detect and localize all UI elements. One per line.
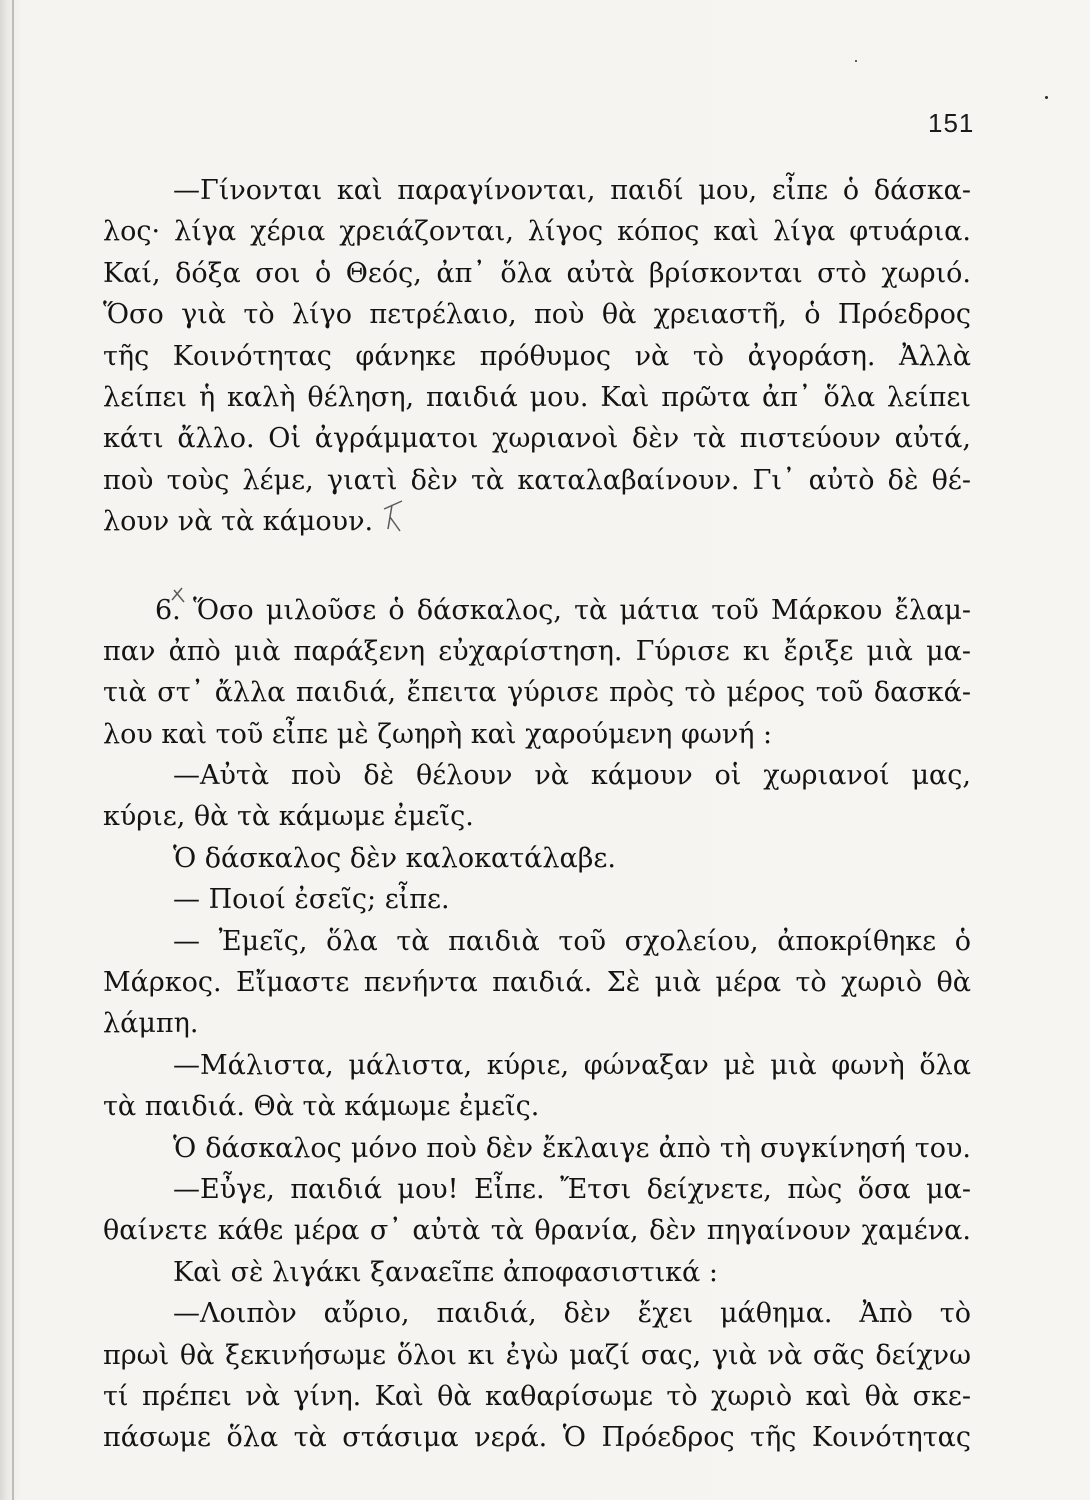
text-line: τὰ παιδιά. Θὰ τὰ κάμωμε ἐμεῖς.	[103, 1091, 540, 1123]
text-line: λείπει ἡ καλὴ θέληση, παιδιά μου. Καὶ πρῶτα ἀπ᾽ ὅλα λείπει	[103, 381, 971, 413]
text-line: λος· λίγα χέρια χρειάζονται, λίγος κόπος καὶ λίγα φτυάρια.	[103, 216, 971, 248]
text-line: —Μάλιστα, μάλιστα, κύριε, φώναξαν μὲ μιὰ φωνὴ ὅλα	[173, 1049, 971, 1081]
text-line: θαίνετε κάθε μέρα σ᾽ αὐτὰ τὰ θρανία, δὲν πηγαίνουν χαμένα.	[103, 1215, 971, 1247]
text-line: πάσωμε ὅλα τὰ στάσιμα νερά. Ὁ Πρόεδρος τῆς Κοινότητας	[103, 1422, 971, 1454]
body-text	[103, 170, 971, 1459]
text-line: Ὅσο γιὰ τὸ λίγο πετρέλαιο, ποὺ θὰ χρειαστῆ, ὁ Πρόεδρος	[103, 299, 971, 331]
text-line: —Λοιπὸν αὔριο, παιδιά, δὲν ἔχει μάθημα. Ἀπὸ τὸ	[173, 1298, 971, 1330]
text-line: τῆς Κοινότητας φάνηκε πρόθυμος νὰ τὸ ἀγοράση. Ἀλλὰ	[103, 340, 971, 372]
paragraph-gap	[103, 543, 971, 590]
page-gutter	[12, 0, 14, 1500]
text-line: λουν νὰ τὰ κάμουν.	[103, 506, 374, 538]
text-line: τί πρέπει νὰ γίνη. Καὶ θὰ καθαρίσωμε τὸ χωριὸ καὶ θὰ σκε-	[103, 1380, 971, 1412]
text-line: κύριε, θὰ τὰ κάμωμε ἐμεῖς.	[103, 801, 474, 833]
text-line: Καὶ σὲ λιγάκι ξαναεῖπε ἀποφασιστικά :	[173, 1256, 718, 1288]
text-line: — Ποιοί ἐσεῖς; εἶπε.	[173, 884, 450, 916]
text-line: κάτι ἄλλο. Οἱ ἀγράμματοι χωριανοὶ δὲν τὰ πιστεύουν αὐτά,	[103, 423, 971, 455]
paper-speck	[855, 60, 857, 62]
text-line: τιὰ στ᾽ ἄλλα παιδιά, ἔπειτα γύρισε πρὸς τὸ μέρος τοῦ δασκά-	[103, 677, 971, 709]
text-line: — Ἐμεῖς, ὅλα τὰ παιδιὰ τοῦ σχολείου, ἀποκρίθηκε ὁ	[173, 925, 971, 957]
text-line: —Εὖγε, παιδιά μου! Εἶπε. Ἔτσι δείχνετε, πὼς ὅσα μα-	[173, 1173, 971, 1205]
pencil-mark-icon	[168, 576, 196, 616]
text-line: λάμπη.	[103, 1008, 199, 1040]
text-line: Καί, δόξα σοι ὁ Θεός, ἀπ᾽ ὅλα αὐτὰ βρίσκονται στὸ χωριό.	[103, 257, 971, 289]
text-line: πρωὶ θὰ ξεκινήσωμε ὅλοι κι ἐγὼ μαζί σας, γιὰ νὰ σᾶς δείχνω	[103, 1339, 971, 1371]
text-line: 6. Ὅσο μιλοῦσε ὁ δάσκαλος, τὰ μάτια τοῦ Μάρκου ἔλαμ-	[155, 594, 971, 626]
page-number: 151	[928, 108, 975, 138]
text-line: λου καὶ τοῦ εἶπε μὲ ζωηρὴ καὶ χαρούμενη φωνή :	[103, 718, 773, 750]
text-line: ποὺ τοὺς λέμε, γιατὶ δὲν τὰ καταλαβαίνουν. Γι᾽ αὐτὸ δὲ θέ-	[103, 464, 971, 496]
text-line: —Αὐτὰ ποὺ δὲ θέλουν νὰ κάμουν οἱ χωριανοί μας,	[173, 760, 971, 792]
text-line: —Γίνονται καὶ παραγίνονται, παιδί μου, εἶπε ὁ δάσκα-	[173, 175, 971, 206]
text-line: Μάρκος. Εἴμαστε πενήντα παιδιά. Σὲ μιὰ μέρα τὸ χωριὸ θὰ	[103, 967, 971, 999]
text-line: παν ἀπὸ μιὰ παράξενη εὐχαρίστηση. Γύρισε κι ἔριξε μιὰ μα-	[103, 635, 971, 667]
paper-speck	[1045, 96, 1048, 99]
text-line: Ὁ δάσκαλος δὲν καλοκατάλαβε.	[173, 842, 616, 874]
pencil-mark-icon	[382, 495, 410, 535]
text-line: Ὁ δάσκαλος μόνο ποὺ δὲν ἔκλαιγε ἀπὸ τὴ συγκίνησή του.	[173, 1132, 971, 1164]
